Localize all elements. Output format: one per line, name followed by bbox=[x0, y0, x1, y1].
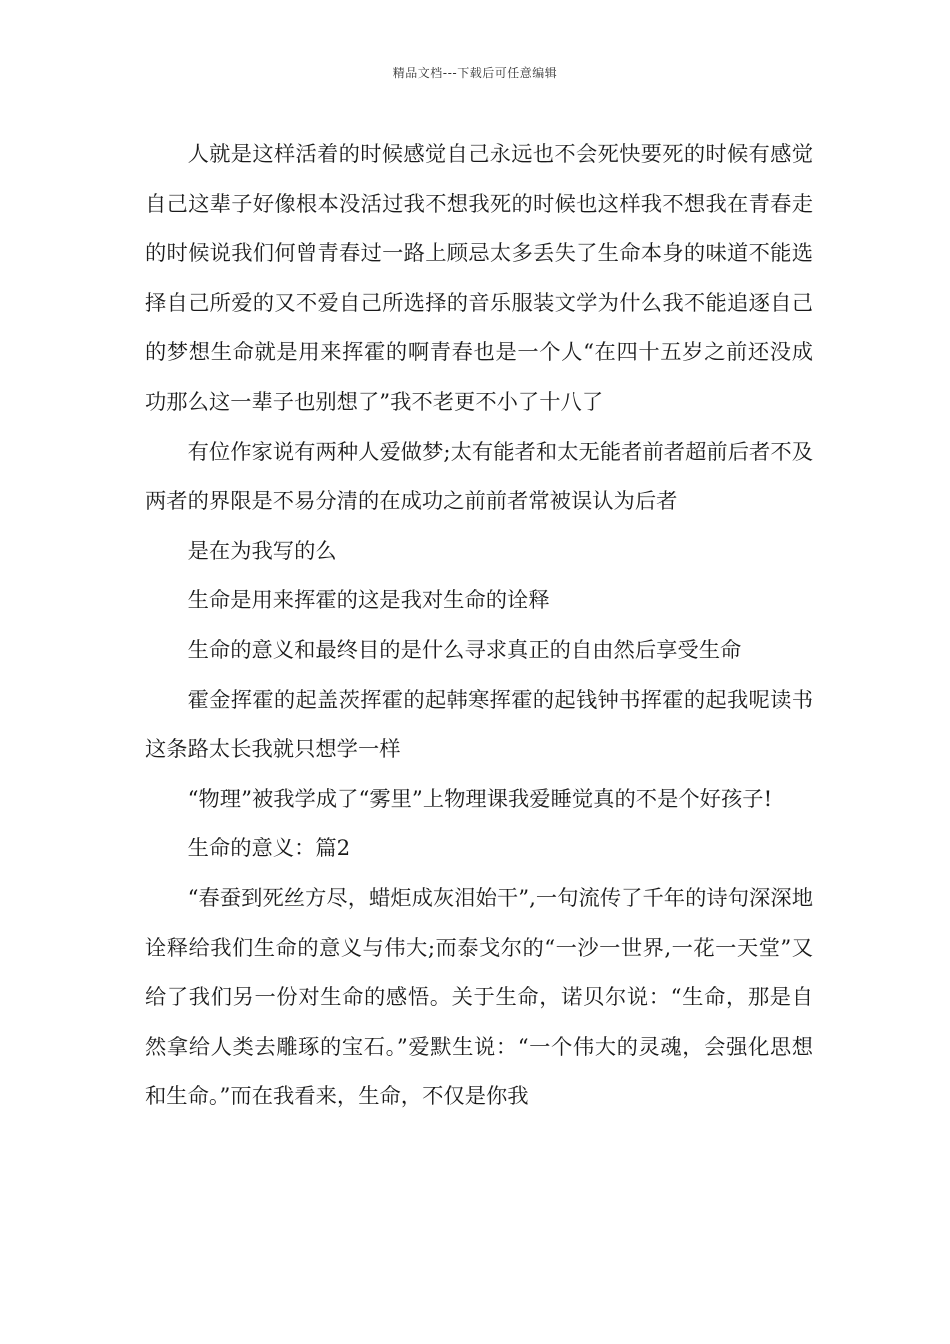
paragraph-5: 生命的意义和最终目的是什么寻求真正的自由然后享受生命 bbox=[187, 637, 742, 663]
paragraph-7: “物理”被我学成了“雾里”上物理课我爱睡觉真的不是个好孩子! bbox=[187, 786, 773, 812]
paragraph-3: 是在为我写的么 bbox=[187, 538, 337, 564]
paragraph-6: 霍金挥霍的起盖茨挥霍的起韩寒挥霍的起钱钟书挥霍的起我呢读书这条路太长我就只想学一样 bbox=[145, 687, 813, 763]
paragraph-1: 人就是这样活着的时候感觉自己永远也不会死快要死的时候有感觉自己这辈子好像根本没活过我不想我死的时候也这样我不想我在青春走的时候说我们何曾青春过一路上顾忌太多丢失了生命本身的味道不能选择自己所爱的又不爱自己所选择的音乐服装文学为什么我不能追逐自己的梦想生命就是用来挥霍的啊青春也是一个人“在四十五岁之前还没成功那么这一辈子也别想了”我不老更不小了十八了 bbox=[145, 142, 813, 415]
document-body bbox=[145, 130, 813, 1122]
paragraph-2: 有位作家说有两种人爱做梦;太有能者和太无能者前者超前后者不及两者的界限是不易分清的在成功之前前者常被误认为后者 bbox=[145, 439, 813, 515]
paragraph-8: “春蚕到死丝方尽，蜡炬成灰泪始干”,一句流传了千年的诗句深深地诠释给我们生命的意义与伟大;而泰戈尔的“一沙一世界,一花一天堂”又给了我们另一份对生命的感悟。关于生命，诺贝尔说：“生命，那是自然拿给人类去雕琢的宝石。”爱默生说：“一个伟大的灵魂，会强化思想和生命。”而在我看来，生命，不仅是你我 bbox=[145, 885, 813, 1110]
page-header: 精品文档---下载后可任意编辑 bbox=[392, 66, 558, 80]
paragraph-4: 生命是用来挥霍的这是我对生命的诠释 bbox=[187, 588, 550, 614]
section-heading: 生命的意义：篇2 bbox=[187, 836, 351, 862]
